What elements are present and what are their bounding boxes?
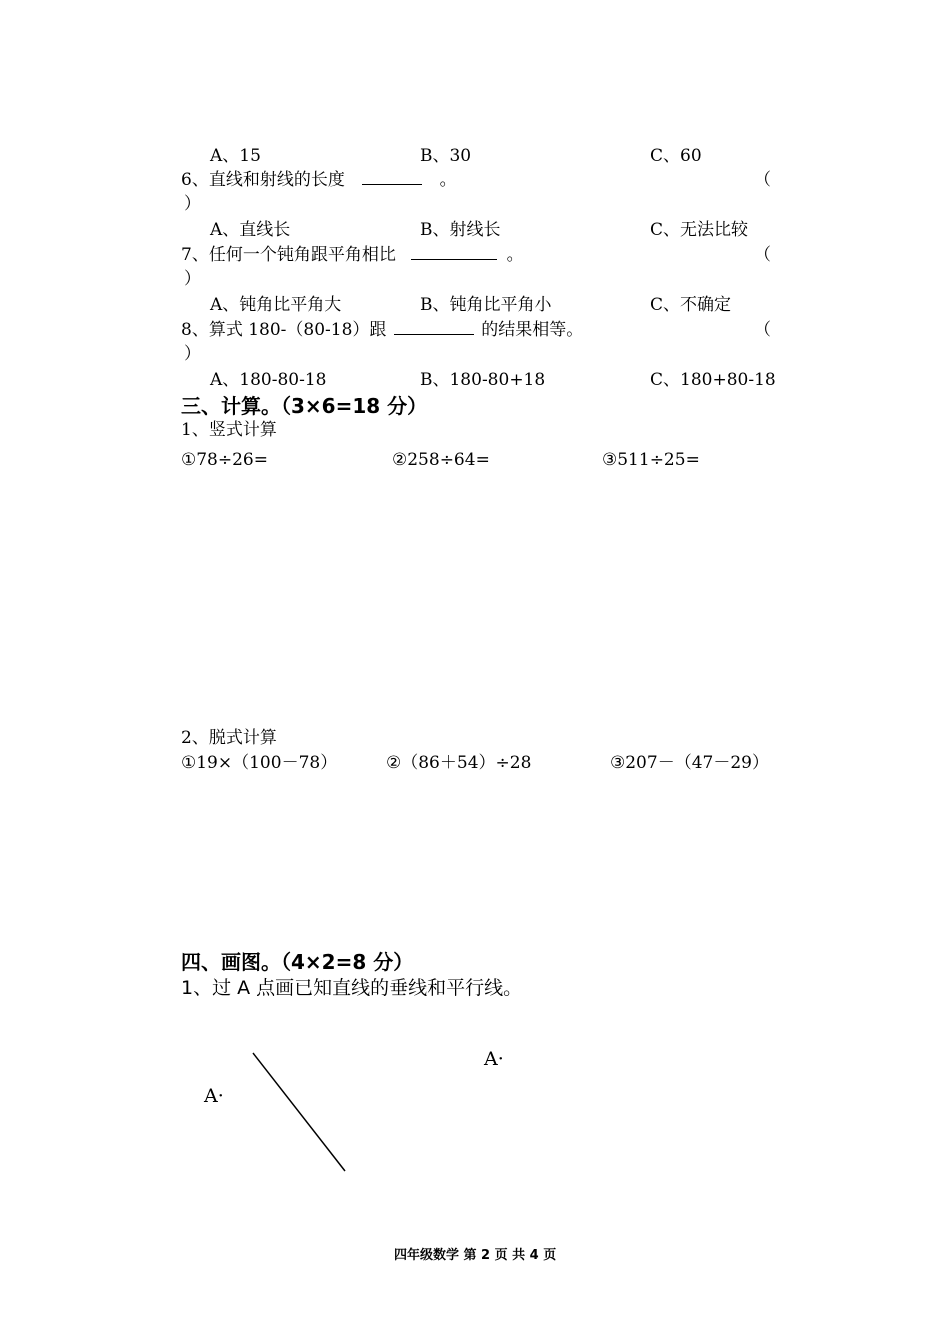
q7-paren-close: ） xyxy=(184,269,201,289)
q7-option-c: C、不确定 xyxy=(650,295,732,315)
q8-option-a: A、180-80-18 xyxy=(210,370,327,390)
q7-option-a: A、钝角比平角大 xyxy=(210,295,342,315)
q7-paren-open: （ xyxy=(754,245,771,265)
q8-paren-open: （ xyxy=(754,320,771,340)
q6-option-c: C、无法比较 xyxy=(650,220,749,240)
page-footer: 四年级数学 第 2 页 共 4 页 xyxy=(394,1248,557,1263)
q5-option-b: B、30 xyxy=(420,146,472,166)
section3-part1-title: 1、竖式计算 xyxy=(181,420,277,440)
q6-stem xyxy=(181,172,457,189)
step-calc-1: ①19×（100－78） xyxy=(181,753,338,773)
vertical-calc-3: ③511÷25= xyxy=(602,450,700,470)
straight-line-segment xyxy=(253,1053,345,1171)
q6-answer-blank[interactable] xyxy=(362,184,422,185)
point-a-right-label: A· xyxy=(484,1048,504,1070)
q5-option-a: A、15 xyxy=(210,146,261,166)
point-a-left-label: A· xyxy=(204,1085,224,1107)
q7-option-b: B、钝角比平角小 xyxy=(420,295,552,315)
q8-text-before: 8、算式 180-（80-18）跟 xyxy=(181,320,387,340)
vertical-calc-2: ②258÷64= xyxy=(392,450,490,470)
q6-text-before: 6、直线和射线的长度 xyxy=(181,170,345,190)
section3-title: 三、计算。（3×6=18 分） xyxy=(181,394,428,418)
step-calc-3: ③207－（47－29） xyxy=(610,753,769,773)
q6-option-a: A、直线长 xyxy=(210,220,291,240)
section4-instruction: 1、过 A 点画已知直线的垂线和平行线。 xyxy=(181,977,523,999)
q8-answer-blank[interactable] xyxy=(394,334,474,335)
section3-part2-title: 2、脱式计算 xyxy=(181,728,277,748)
q8-stem xyxy=(181,322,583,339)
q6-option-b: B、射线长 xyxy=(420,220,501,240)
section4-title: 四、画图。（4×2=8 分） xyxy=(181,950,414,974)
q6-paren-close: ） xyxy=(184,194,201,214)
vertical-calc-1: ①78÷26= xyxy=(181,450,268,470)
given-straight-line xyxy=(240,1045,360,1180)
q8-paren-close: ） xyxy=(184,344,201,364)
q7-text-after: 。 xyxy=(506,245,524,265)
q5-option-c: C、60 xyxy=(650,146,702,166)
q7-answer-blank[interactable] xyxy=(411,259,497,260)
q6-text-after: 。 xyxy=(439,170,457,190)
q8-option-b: B、180-80+18 xyxy=(420,370,546,390)
q7-stem xyxy=(181,247,524,264)
q6-paren-open: （ xyxy=(754,170,771,190)
q7-text-before: 7、任何一个钝角跟平角相比 xyxy=(181,245,396,265)
q8-text-after: 的结果相等。 xyxy=(481,320,584,340)
q8-option-c: C、180+80-18 xyxy=(650,370,776,390)
step-calc-2: ②（86＋54）÷28 xyxy=(386,753,532,773)
